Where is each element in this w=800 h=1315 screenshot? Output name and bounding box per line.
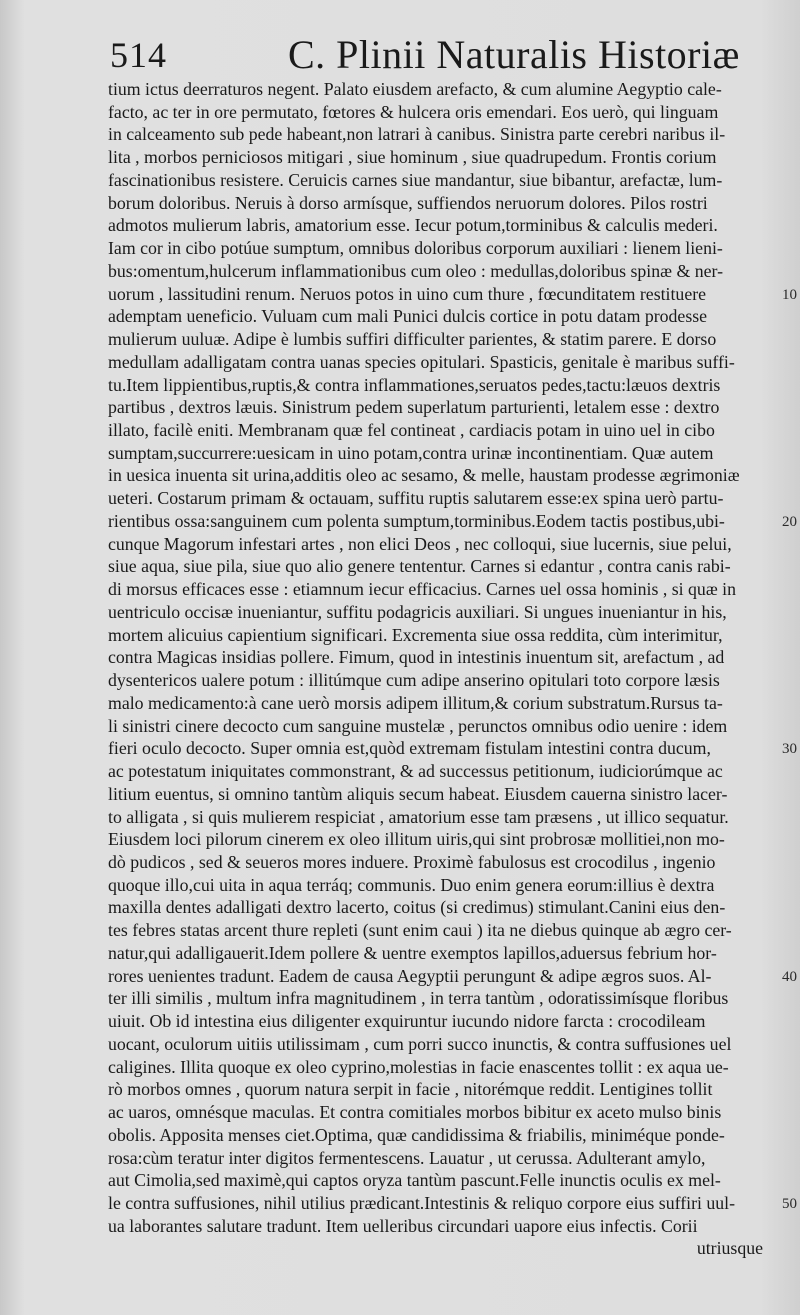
text-line: rosa:cùm teratur inter digitos fermentescens. Lauatur , ut cerussa. Adulterant amylo, [108,1147,706,1168]
text-line: uiuit. Ob id intestina eius diligenter exquiruntur iucundo nidore farcta : crocodileam [108,1011,706,1032]
text-line: ter illi similis , multum infra magnitudinem , in terra tantùm , odoratissimísque floribus [108,988,729,1009]
text-line: caligines. Illita quoque ex oleo cyprino,molestias in facie enascentes tollit : ex aqua ue- [108,1056,729,1077]
text-line: ac uaros, omnésque maculas. Et contra comitiales morbos bibitur ex aceto mulso binis [108,1102,722,1123]
text-line: malo medicamento:à cane uerò morsis adipem illitum,& corium substratum.Rursus ta- [108,692,723,713]
text-line: ac potestatum iniquitates commonstrant, & ad successus petitionum, iudiciorúmque ac [108,761,723,782]
text-line: in calceamento sub pede habeant,non latrari à canibus. Sinistra parte cerebri naribus il- [108,124,726,145]
text-line: tes febres statas arcent thure repleti (sunt enim caui ) ita ne diebus quinque ab ægro cer- [108,920,732,941]
text-line: obolis. Apposita menses ciet.Optima, quæ candidissima & friabilis, miniméque ponde- [108,1124,725,1145]
text-line: cunque Magorum infestari artes , non elici Deos , nec colloqui, siue lucernis, siue pelui, [108,533,732,554]
text-line: dysentericos ualere potum : illitúmque cum adipe anserino opitulari toto corpore læsis [108,670,720,691]
page-header [110,30,750,80]
text-line: rientibus ossa:sanguinem cum polenta sumptum,torminibus.Eodem tactis postibus,ubi- [108,510,725,531]
text-line: admotos mulierum labris, amatorium esse. Iecur potum,torminibus & calculis mederi. [108,215,718,236]
text-line: li sinistri cinere decocto cum sanguine mustelæ , perunctos omnibus odio uenire : idem [108,715,728,736]
text-line: natur,qui adalligauerit.Idem pollere & uentre exemptos lapillos,aduersus febrium hor- [108,942,717,963]
text-line: fieri oculo decocto. Super omnia est,quòd extremam fistulam intestini contra ducum, [108,738,711,759]
text-line: sumptam,succurrere:uesicam in uino potam,contra urinæ incontinentiam. Quæ autem [108,442,714,463]
text-line: maxilla dentes adalligati dextro lacerto, coitus (si credimus) stimulant.Canini eius den- [108,897,726,918]
text-line: to alligata , si quis mulierem respiciat , amatorium esse tam præsens , ut illico sequatur. [108,806,729,827]
text-line: borum doloribus. Neruis à dorso armísque, suffiendos neruorum dolores. Pilos rostri [108,192,708,213]
margin-line-number: 20 [782,514,797,531]
margin-line-number: 10 [782,286,797,303]
text-line: illato, facilè eniti. Membranam quæ fel contineat , cardiacis potam in uino uel in cibo [108,420,715,441]
text-line: partibus , dextros læuis. Sinistrum pedem superlatum parturienti, letalem esse : dextro [108,397,720,418]
catchword: utriusque [696,1238,763,1259]
text-line: uentriculo occisæ inueniantur, suffitu podagricis auxiliari. Si ungues inueniantur in his, [108,601,727,622]
text-line: lita , morbos perniciosos mitigari , siue hominum , siue quadrupedum. Frontis corium [108,147,717,168]
margin-line-number: 50 [782,1196,797,1213]
text-line: in uesica inuenta sit urina,additis oleo ac sesamo, & melle, haustam prodesse ægrimoniæ [108,465,740,486]
text-line: rò morbos omnes , quorum natura serpit in facie , nitorémque reddit. Lentigines tollit [108,1079,713,1100]
text-line: ua laborantes salutare tradunt. Item uelleribus circundari uapore eius infectis. Corii [108,1215,698,1236]
body-text [108,78,763,1260]
text-line: aut Cimolia,sed maximè,qui captos oryza tantùm pascunt.Felle inunctis oculis ex mel- [108,1170,721,1191]
margin-line-number: 30 [782,741,797,758]
text-line: siue aqua, siue pila, siue quo alio genere tententur. Carnes si edantur , contra canis rabi- [108,556,731,577]
text-line: ueteri. Costarum primam & octauam, suffitu ruptis salutarem esse:ex spina uerò partu- [108,488,724,509]
text-line: uorum , lassitudini renum. Neruos potos in uino cum thure , fœcunditatem restituere [108,283,707,304]
text-line: mulierum uuluæ. Adipe è lumbis suffiri difficulter parientes, & statim parere. E dorso [108,329,717,350]
page-number: 514 [110,35,167,75]
text-line: Iam cor in cibo potúue sumptum, omnibus doloribus corporum auxiliari : lienem lieni- [108,238,723,259]
text-line: dò pudicos , sed & seueros mores induere. Proximè fabulosus est crocodilus , ingenio [108,851,716,872]
text-line: ademptam ueneficio. Vuluam cum mali Punici dulcis cortice in potu datam prodesse [108,306,708,327]
text-line: di morsus efficaces esse : etiamnum iecur efficacius. Carnes uel ossa hominis , si quæ in [108,579,736,600]
text-line: bus:omentum,hulcerum inflammationibus cum oleo : medullas,doloribus spinæ & ner- [108,260,723,281]
text-line: Eiusdem loci pilorum cinerem ex oleo illitum uiris,qui sint probrosæ mollitiei,non mo- [108,829,725,850]
text-line: facto, ac ter in ore permutato, fœtores & hulcera oris emendari. Eos uerò, qui linguam [108,101,719,122]
running-title: C. Plinii Naturalis Historiæ [288,32,740,77]
text-line: medullam adalligatam contra uanas species opitulari. Spasticis, genitale è maribus suffi- [108,351,735,372]
text-line: fascinationibus resistere. Ceruicis carnes siue mandantur, siue bibantur, arefactæ, lum- [108,169,723,190]
text-line: uocant, oculorum uitiis utilissimam , cum porri succo inunctis, & contra suffusiones uel [108,1033,732,1054]
text-line: contra Magicas insidias pollere. Fimum, quod in intestinis inuentum sit, arefactum , ad [108,647,725,668]
text-line: quoque illo,cui uita in aqua terráq; communis. Duo enim genera eorum:illius è dextra [108,874,715,895]
text-line: tium ictus deerraturos negent. Palato eiusdem arefacto, & cum alumine Aegyptio cale- [108,79,722,99]
margin-line-number: 40 [782,968,797,985]
text-line: le contra suffusiones, nihil utilius prædicant.Intestinis & reliquo corpore eius suffiri uul- [108,1192,736,1213]
text-line: tu.Item lippientibus,ruptis,& contra inflammationes,seruatos pedes,tactu:læuos dextris [108,374,721,395]
text-line: mortem alicuius capientium significari. Excrementa siue ossa reddita, cùm interimitur, [108,624,723,645]
text-line: litium euentus, si omnino tantùm aliquis secum habeat. Eiusdem cauerna sinistro lacer- [108,783,728,804]
text-line: rores uenientes tradunt. Eadem de causa Aegyptii perungunt & adipe ægros suos. Al- [108,965,712,986]
